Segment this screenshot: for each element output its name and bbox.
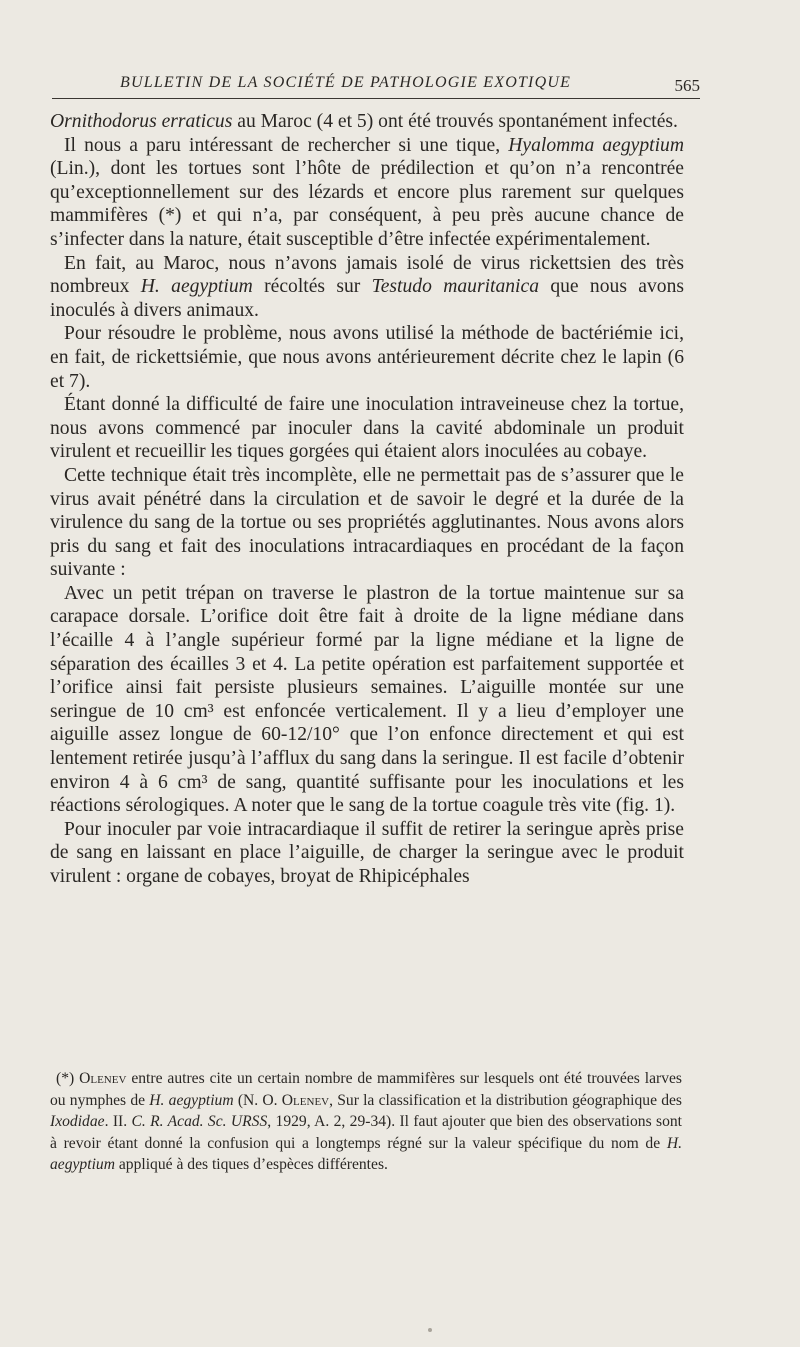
paragraph: Ornithodorus erraticus au Maroc (4 et 5) ont été trouvés spontanément infectés. — [50, 111, 678, 132]
author-name: Olenev — [79, 1070, 127, 1087]
paragraph: Il nous a paru intéressant de rechercher si une tique, Hyalomma aegyptium (Lin.), dont les tortues sont l’hôte de prédilection et qu’on n’a rencontrée qu’exceptionnellement sur des lézards et encore plus rarement sur quelques mammifères (*) et qui n’a, par conséquent, à peu près aucune chance de s’infecter dans la nature, était susceptible d’être infectée expérimentalement. — [50, 134, 685, 250]
footnote-text: (*) Olenev entre autres cite un certain nombre de mammifères sur lesquels ont été trouvées larves ou nymphes de H. aegyptium (N. O. Olenev, Sur la classification et la distribution géographique des Ixodidae. II. C. R. Acad. Sc. URSS, 1929, A. 2, 29-34). Il faut ajouter que bien des observations sont à revoir étant donné la confusion qui a longtemps régné sur la valeur spécifique du nom de H. aegyptium appliqué à des tiques d’espèces différentes. — [50, 1070, 683, 1173]
paragraph: Avec un petit trépan on traverse le plastron de la tortue maintenue sur sa carapace dorsale. L’orifice doit être fait à droite de la ligne médiane dans l’écaille 4 à l’angle supérieur formé par la ligne médiane et la ligne de séparation des écailles 3 et 4. La petite opération est parfaitement supportée et l’orifice ainsi fait persiste plusieurs semaines. L’aiguille montée sur une seringue de 10 cm³ est enfoncée verticalement. Il y a lieu d’employer une aiguille assez longue de 60-12/10° que l’on enfonce directement et qui est lentement retirée jusqu’à l’afflux du sang dans la seringue. Il est facile d’obtenir environ 4 à 6 cm³ de sang, quantité suffisante pour les inoculations et les réactions sérologiques. A noter que le sang de la tortue coagule très vite (fig. 1). — [50, 582, 684, 817]
species-name: Ornithodorus erraticus — [50, 111, 233, 132]
paragraph: Cette technique était très incomplète, elle ne permettait pas de s’assurer que le virus avait pénétré dans la circulation et de savoir le degré et la durée de la virulence du sang de la tortue ou ses propriétés agglutinantes. Nous avons alors pris du sang et fait des inoculations intracardiaques en procédant de la façon suivante : — [50, 464, 684, 581]
body-text — [50, 110, 684, 889]
paragraph: Pour inoculer par voie intracardiaque il suffit de retirer la seringue après prise de sang en laissant en place l’aiguille, de charger la seringue avec le produit virulent : organe de cobayes, broyat de Rhipicéphales — [50, 818, 684, 887]
footnote — [50, 1068, 682, 1176]
species-name: H. aegyptium — [149, 1091, 234, 1109]
paragraph: Pour résoudre le problème, nous avons utilisé la méthode de bactériémie ici, en fait, de rickettsiémie, que nous avons antérieurement décrite chez le lapin (6 et 7). — [50, 323, 684, 392]
taxon-name: Ixodidae — [50, 1113, 105, 1130]
author-name: Olenev — [281, 1091, 330, 1109]
paragraph: En fait, au Maroc, nous n’avons jamais isolé de virus rickettsien des très nombreux H. aegyptium récoltés sur Testudo mauritanica que nous avons inoculés à divers animaux. — [50, 252, 684, 321]
journal-title: BULLETIN DE LA SOCIÉTÉ DE PATHOLOGIE EXOTIQUE — [120, 74, 572, 91]
species-name: H. aegyptium — [140, 276, 253, 298]
species-name: H. aegyptium — [50, 1134, 682, 1173]
species-name: Testudo mauritanica — [371, 276, 539, 298]
page-number: 565 — [674, 76, 700, 95]
journal-citation: C. R. Acad. Sc. URSS — [131, 1113, 268, 1130]
paper-speck — [428, 1328, 432, 1332]
running-header — [52, 70, 700, 99]
species-name: Hyalomma aegyptium — [508, 134, 685, 156]
paragraph: Étant donné la difficulté de faire une inoculation intraveineuse chez la tortue, nous avons commencé par inoculer dans la cavité abdominale un produit virulent et recueillir les tiques gorgées qui étaient alors inoculées au cobaye. — [50, 394, 684, 463]
